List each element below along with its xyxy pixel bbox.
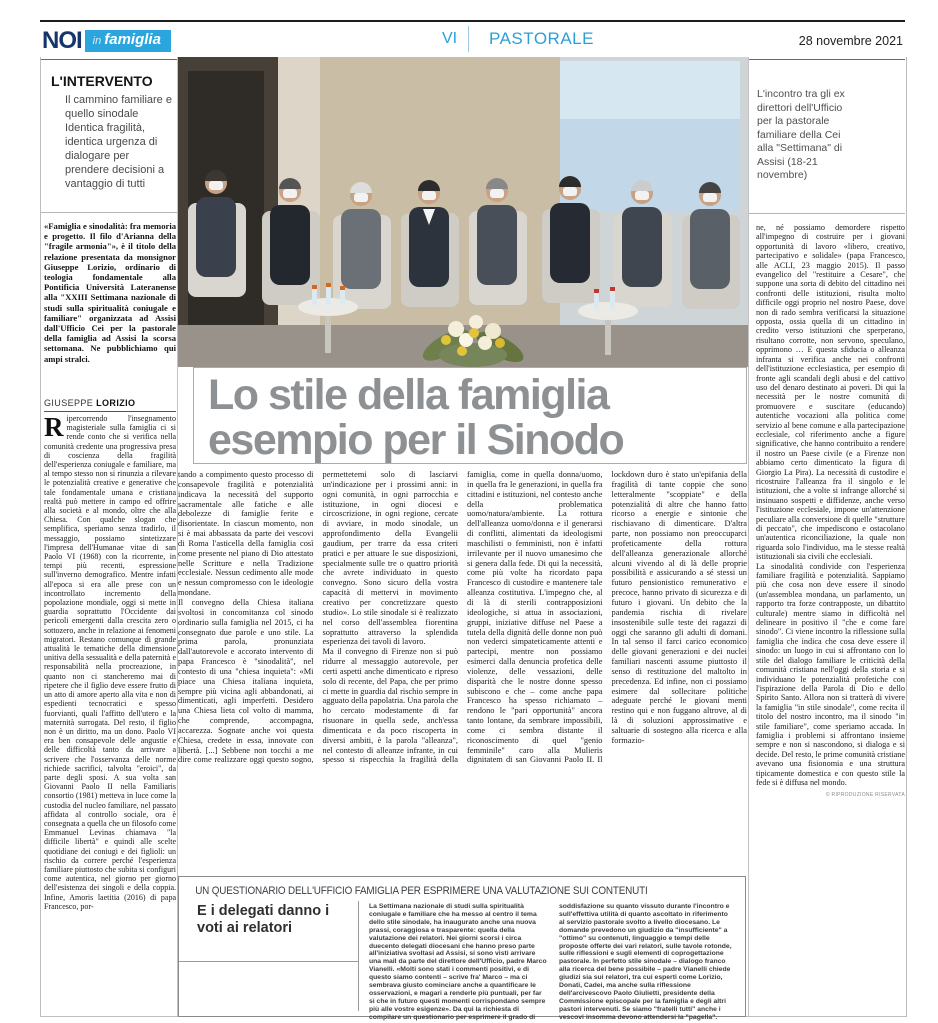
logo-famiglia-box [85, 30, 171, 52]
kicker-title: L'INTERVENTO [51, 73, 153, 89]
section-title: PASTORALE [468, 26, 594, 52]
questionnaire-box [178, 876, 746, 1021]
article-main-columns [178, 470, 747, 868]
questionnaire-body [179, 901, 745, 1021]
article-column-1-text: ipercorrendo l'insegnamento magisteriale sulla famiglia ci si rende conto che si verifica nella comunità credente una progressiva presa di coscienza della fragilità dell'esperienza coniugale e familiare, ma al tempo stesso non si rinunzia a rilevare le potenzialità creative e generative che tale fondamentale umana e cristiana realtà può mettere in campo ed offrire alla società e al mondo, oltre che alla Chiesa. Con qualche slogan che semplifica, speriamo senza tradirlo, il messaggio, possiamo sintetizzare l'impresa dell'Humanae vitae di san Paolo VI (1968) con la ricorrente, in tempi più recenti, espressione sull'inverno demografico. Mentre infatti all'epoca si era alle prese con un incontrollato incremento della popolazione mondiale, oggi si mette in guardia soprattutto l'Occidente dai pericoli emergenti dalla crescita zero o sottozero, anche in relazione ai fenomeni migratori. Restano comunque di grande attualità le tematiche della dimensione unitiva della sessualità e della paternità e responsabilità nella procreazione, in quanto non ci stancheremo mai di ripetere che il figlio deve essere frutto di un atto di amore aperto alla vita e non di espedienti tecnocratici e spesso fuorvianti, quali l'affitto dell'utero e la maternità surrogata. Del resto, il figlio non è un diritto, ma un dono. Paolo VI era ben consapevole delle angustie e delle difficoltà tanto da arrivare a scrivere che l'osservanza delle norme richiede sacrifici, talvolta "eroici", da parte degli sposi. A sua volta san Giovanni Paolo II nella Familiaris consortio (1981) metteva in luce come la custodia del nucleo familiare, nel passato affidata al controllo sociale, ora è consegnata a quella che un filosofo come Emmanuel Levinas chiamava "la difficile libertà" e quindi alle scelte quotidiane dei coniugi e dei figlioli: un rischio da correre perché l'esperienza familiare piuttosto che subita si configuri come autentica, nel giorno per giorno dell'esistenza dei singoli e della coppia. Infine, Amoris laetitia (2016) di papa Francesco, por- [44, 414, 176, 911]
caption-divider [749, 213, 905, 214]
column-rule-right [748, 57, 749, 1016]
byline-last-name: LORIZIO [96, 398, 136, 408]
article-column-1 [44, 414, 176, 1015]
article-column-right [756, 223, 905, 1013]
edition-date: 28 novembre 2021 [798, 33, 903, 48]
questionnaire-heading: E i delegati danno i voti ai relatori [197, 903, 330, 936]
intervento-box [41, 57, 177, 213]
questionnaire-heading-rule [179, 961, 358, 962]
headline-box [193, 367, 747, 464]
flow-paragraph-3: Ma il convegno di Firenze non si può ridurre al messaggio autorevole, per certi aspetti anche dimenticato e ripreso solo di recente, del Papa, che per primo ci mette in guardia dal rischio sempre in agguato della papolatria. Una parola che ho cercato modestamente di far risuonare in quella sede, anch'essa dimenticata e da poco riscoperta in diversi ambiti, è la parola "alleanza", nel contesto di alleanze infrante, in cui spesso si rispecchia la fragilità della famiglia, come in quella donna/uomo, in quella fra le generazioni, in quella fra cittadini e istituzioni, nel contesto anche della problematica uomo/natura/ambiente. La rottura dell'alleanza uomo/donna e il generarsi di conflitti, alimentati da ideologismi maschilisti o femministi, non è infatti irrilevante per il nuovo umanesimo che si genera dalla fede. Di qui la necessità, come più volte ha ricordato papa Francesco di custodire e mantenere tale alleanza costitutiva. L'impegno che, al di là di sterili contrapposizioni ideologiche, si attua in associazioni, gruppi, iniziative diffuse nel Paese a tutela della dignità delle donne non può non vederci simpateticamente attenti e partecipi, mentre non possiamo esimerci dalla denuncia profetica delle violenze, delle vessazioni, delle disparità che le nostre donne spesso subiscono e che – come anche papa Francesco ha spesso richiamato – rendono le "pari opportunità" ancora tanto lontane, da sembrare impossibili, come ci sembra distante il riconoscimento di quel "genio femminile" caro alla Mulieris dignitatem di san Giovanni Paolo II. Il lockdown duro è stato un'epifania della fragilità di tante coppie che sono letteralmente "scoppiate" e della potenzialità di altre che hanno fatto ricorso a energie e sintonie che rischiavano di dimenticare. D'altra parte, non possiamo non preoccuparci profeticamente della rottura dell'alleanza generazionale allorché alcuni vivendo al di là delle proprie possibilità e assicurando a sé stessi un futuro pensionistico remunerativo e precoce, hanno privato di sicurezza e di futuro i giovani. Un debito che la pandemia rischia di rivelare insostenibile sulle teste dei ragazzi di oggi che saranno gli adulti di domani. In tal senso il farci carico economico delle giovani generazioni e dei nuclei familiari nascenti assume piuttosto il senso di restituzione del maltolto in precedenza. Ed infine, non ci possiamo esimere dal sollecitare politiche adeguate perché le giovani menti restino qui e non fuggano altrove, al di là di soluzioni approssimative e saltuarie di sostegno alla ricerca e alla formazio- [322, 470, 747, 765]
photo-caption: L'incontro tra gli ex direttori dell'Ufficio per la pastorale familiare della Cei alla "Settimana" di Assisi (18-21 novembre) [757, 88, 845, 181]
drop-cap: R [44, 414, 64, 442]
logo-noi-text: NOI [42, 26, 82, 54]
page-number: VI [442, 30, 458, 47]
questionnaire-heading-cell [179, 901, 359, 1011]
copyright-notice: © RIPRODUZIONE RISERVATA [825, 792, 905, 799]
questionnaire-column-a: La Settimana nazionale di studi sulla spiritualità coniugale e familiare che ha messo al centro il tema dello stile sinodale, ha inaugurato anche una nuova prassi, coraggiosa e trasparente: quella della valutazione dei relatori. Nei giorni scorsi i circa duecento delegati diocesani che hanno preso parte all'iniziativa svoltasi ad Assisi, si sono visti arrivare una mail da parte del direttore dell'Ufficio, padre Marco Vianelli. «Molti sono stati i commenti positivi, e di questo siamo contenti – scrive fra' Marco – ma ci sembrava giusto cominciare anche a quantificare le osservazioni, e magari a renderle più puntuali, per far sì che in futuro questi momenti corrispondano sempre più alle vostre esigenze». Da qui la richiesta di compilare un questionario per esprimere il grado di [369, 903, 547, 1021]
byline [44, 398, 176, 412]
right-paragraph-2: La sinodalità condivide con l'esperienza familiare fragilità e potenzialità. Sappiamo più che cosa non deve essere il sinodo (un'assemblea mondana, un parlamento, un rapporto tra forze contrapposte, un dibattito culturale) mentre siamo in difficoltà nel delineare in positivo il "che e come fare sinodo". Ci viene incontro la riflessione sulla famiglia che indica che cosa deve essere il sinodo: un luogo in cui si affrontano con lo stile del dialogo familiare le criticità della comunità cristiana nell'oggi della storia e si individuano le potenzialità profetiche con l'ispirazione della Parola di Dio e dello Spirito Santo. Allora non si tratterà di vivere la famiglia "in stile sinodale", come recita il titolo del nostro incontro, ma il sinodo "in stile familiare", come speriamo accada. In famiglia i problemi si affrontano insieme sempre e non si nascondono, si dialoga e si decide. Del resto, le prime comunità cristiane avevano una fisionomia e una struttura tipicamente domestica e con questo stile la fede si è diffusa nel mondo. [756, 561, 905, 787]
article-intro: «Famiglia e sinodalità: fra memoria e progetto. Il filo d'Arianna della "fragile armonia"», è il titolo della relazione presentata da monsignor Giuseppe Lorizio, ordinario di teologia fondamentale alla Pontificia Università Lateranense alla "XXIII Settimana nazionale di studi sulla spiritualità coniugale e familiare" organizzata ad Assisi dall'Ufficio Cei per la pastorale della famiglia ad Assisi la scorsa settomana. Ne pubblichiamo qui ampi stralci. [44, 221, 176, 364]
right-paragraph-1: ne, né possiamo demordere rispetto all'impegno di costruire per i giovani opportunità di lavoro «libero, creativo, partecipativo e solidale» (papa Francesco, alle ACLI, 23 maggio 2015). Il passo evangelico del "restituire a Cesare", che suppone una sorta di debito del cittadino nei confronti delle istituzioni, risulta molto difficile oggi proprio nel nostro Paese, dove non di rado sembra verificarsi la situazione opposta, ossia quella di un cittadino in credito verso istituzioni che sperperano, risultano corrotte, non servono, speculano, opprimono … E questa sfiducia o alleanza infranta si verifica anche nei confronti dell'istituzione ecclesiastica, per esempio di fronte agli scandali degli abusi e del cattivo uso del denaro destinato ai poveri. Di qui la necessità per le nostre comunità di promuovere e suscitare (educando) autentiche vocazioni alla politica come servizio al bene comune e alla partecipazione ecclesiale, col riferimento anche a figure significative, che hanno contribuito a rendere il nostro un Paese civile (e a Firenze non abbiamo certo dimenticato la figura di Giorgio La Pira). La necessità di custodire e ricostruire l'alleanza fra il singolo e le istituzioni, che a volte si infrange allorché si insinuano sospetti e diffidenze, anche verso l'istituzione ecclesiale, impone un'attenzione peculiare alla conversione di quelle "strutture di peccato", che impediscono e ostacolano un'autentica riconciliazione, la quale non riguarda solo l'individuo, ma le stesse realtà istituzionali sia civili che ecclesiali. [756, 223, 905, 562]
byline-first-name: GIUSEPPE [44, 398, 94, 408]
questionnaire-column-b: soddisfazione su quanto vissuto durante l'incontro e sull'effettiva utilità di quanto ascoltato in riferimento al servizio pastorale svolto a livello diocesano. Le domande prevedono un giudizio da "insufficiente" a "ottimo" su contenuti, linguaggio e tempi delle proposte offerte dei vari relatori, sulle tavole rotonde, sulle riflessioni e sugli elementi di coprogettazione pastorale. In perfetto stile sinodale – dialogo franco alla ricerca del bene possibile – padre Vianelli chiede giudizi sia sui relatori, tra cui esperti come Lorizio, Donati, Cadei, ma anche sulla riflessione dell'arcivescovo Paolo Giulietti, presidente della Commissione episcopale per la famiglia e degli altri pastori intervenuti. Se siamo "fratelli tutti" anche i vescovi insomma devono attendersi la "pagella". [559, 903, 732, 1021]
logo-in-text: in [92, 34, 102, 47]
flow-paragraph-2: Il convegno della Chiesa italiana svoltosi in concomitanza col sinodo ordinario sulla famiglia nel 2015, ci ha consegnato due parole e uno stile. La prima parola, pronunziata dall'autorevole e accorato intervento di papa Francesco è "sinodalità", nel contesto di una "chiesa inquieta": «Mi piace una Chiesa italiana inquieta, sempre più vicina agli abbandonati, ai dimenticati, agli imperfetti. Desidero una Chiesa lieta col volto di mamma, che comprende, accompagna, accarezza. Sognate anche voi questa Chiesa, credete in essa, innovate con libertà. [...] Sebbene non tocchi a me dire come realizzare oggi questo sogno, permettetemi solo di lasciarvi un'indicazione per i prossimi anni: in ogni comunità, in ogni parrocchia e istituzione, in ogni diocesi e circoscrizione, in ogni regione, cercate di avviare, in modo sinodale, un approfondimento della Evangelii gaudium, per trarre da essa criteri pratici e per attuare le sue disposizioni, specialmente sulle tre o quattro priorità che avrete individuato in questo convegno. Sono sicuro della vostra capacità di mettervi in movimento creativo per concretizzare questo studio». Lo stile sinodale si è realizzato nel corso dell'assemblea fiorentina soprattutto attraverso la splendida esperienza dei tavoli di lavoro. [178, 470, 458, 765]
flow-paragraph-1: tando a compimento questo processo di consapevole fragilità e potenzialità indicava la necessità del supporto sacramentale alle fatiche e alle debolezze di famiglie ferite e disorientate. In ciascun momento, non si è mai abbassata da parte dei vescovi di Roma l'asticella della famiglia così come presente nel piano di Dio attestato nelle Scritture e nella Tradizione ecclesiale. Nessun cedimento alle mode e nessun compromesso con le ideologie mondane. [178, 470, 314, 598]
noi-in-famiglia-logo [42, 27, 171, 55]
kicker-summary: Il cammino familiare e quello sinodale Identica fragilità, identica urgenza di dialogare per prendere decisioni a vantaggio di tutti [65, 94, 172, 190]
questionnaire-strip-title: UN QUESTIONARIO DELL'UFFICIO FAMIGLIA PER ESPRIMERE UNA VALUTAZIONE SUI CONTENUTI [195, 885, 648, 897]
page-header [40, 20, 905, 60]
meeting-photo [178, 57, 748, 367]
logo-famiglia-text: famiglia [104, 30, 161, 48]
headline: Lo stile della famiglia esempio per il Sinodo [208, 371, 624, 464]
